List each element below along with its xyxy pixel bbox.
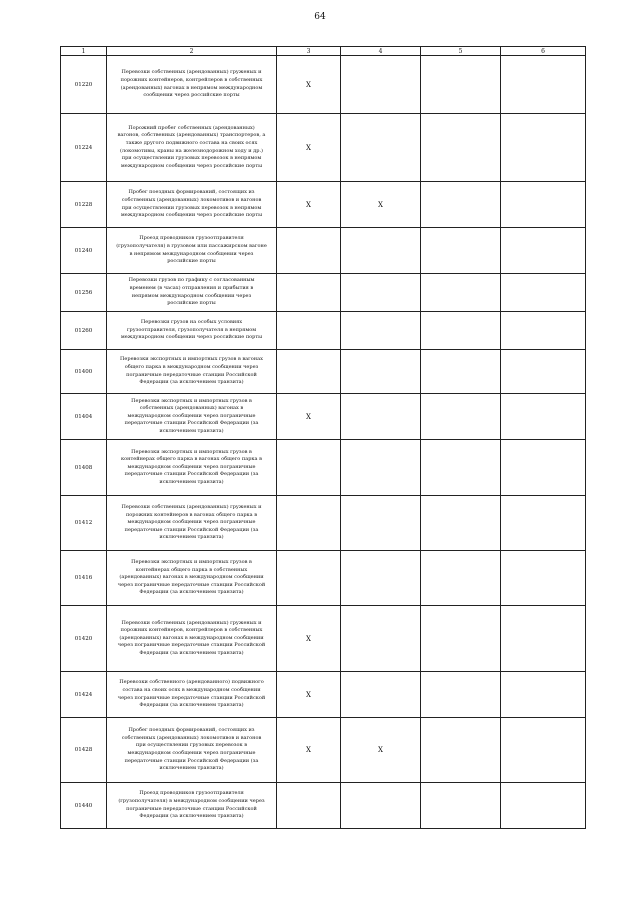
table-row — [61, 496, 586, 551]
row-code: 01420 — [61, 606, 107, 672]
column-6-cell — [501, 672, 586, 718]
column-5-cell — [421, 718, 501, 783]
data-table — [60, 46, 586, 829]
description-line: в непрямом международном сообщении через — [129, 250, 254, 257]
column-5-cell — [421, 672, 501, 718]
column-3-mark — [277, 496, 341, 551]
row-code: 01260 — [61, 312, 107, 350]
description-line: Федерации (за исключением транзита) — [139, 702, 244, 709]
description-line: контейнерах общего парка в собственных — [135, 566, 248, 573]
column-header-2: 2 — [107, 47, 277, 56]
column-3-mark: X — [277, 606, 341, 672]
row-description — [107, 228, 277, 274]
row-description — [107, 496, 277, 551]
description-line: контейнерах общего парка в вагонах общего парка в — [121, 456, 262, 463]
description-line: международном сообщении через пограничные — [127, 463, 256, 470]
description-line: передаточные станции Российской Федерации (за — [124, 471, 259, 478]
column-4-mark — [341, 114, 421, 182]
description-line: международном сообщении через российские порты — [120, 212, 263, 219]
table-row — [61, 440, 586, 496]
column-5-cell — [421, 783, 501, 829]
column-3-mark — [277, 783, 341, 829]
description-line: порожних контейнеров, контрейлеров в собственных — [120, 76, 263, 83]
table-row — [61, 274, 586, 312]
description-line: международном сообщении через российские порты — [120, 334, 263, 341]
column-header-6: 6 — [501, 47, 586, 56]
description-line: сообщении через российские порты — [143, 92, 240, 99]
description-line: при осуществлении грузовых перевозок в непрямом — [121, 155, 262, 162]
description-line: собственных (арендованных) вагонах в — [139, 405, 244, 412]
description-line: исключением транзита) — [159, 534, 224, 541]
column-6-cell — [501, 718, 586, 783]
table-row — [61, 182, 586, 228]
column-6-cell — [501, 228, 586, 274]
description-line: общего парка в международном сообщении через — [124, 363, 259, 370]
row-description — [107, 718, 277, 783]
row-code: 01224 — [61, 114, 107, 182]
column-6-cell — [501, 440, 586, 496]
column-6-cell — [501, 350, 586, 394]
column-header-1: 1 — [61, 47, 107, 56]
description-line: российские порты — [167, 300, 216, 307]
column-6-cell — [501, 606, 586, 672]
table-row — [61, 228, 586, 274]
column-header-4: 4 — [341, 47, 421, 56]
table-row — [61, 56, 586, 114]
column-4-mark — [341, 56, 421, 114]
column-4-mark — [341, 394, 421, 440]
column-3-mark: X — [277, 672, 341, 718]
column-3-mark — [277, 551, 341, 606]
description-line: (локомотивы, краны на железнодорожном ходу и др.) — [119, 147, 264, 154]
description-line: передаточные станции Российской Федерации (за — [124, 757, 259, 764]
description-line: Федерации (за исключением транзита) — [139, 379, 244, 386]
description-line: Перевозки экспортных и импортных грузов в — [131, 397, 252, 404]
description-line: (арендованных) вагонах в непрямом международном — [120, 84, 263, 91]
description-line: Проезд проводников грузоотправителя — [139, 790, 244, 797]
row-description — [107, 440, 277, 496]
description-line: (арендованных) вагонах в международном сообщении — [119, 574, 264, 581]
description-line: Перевозки грузов на особых условиях — [140, 319, 243, 326]
column-4-mark — [341, 672, 421, 718]
description-line: Федерации (за исключением транзита) — [139, 813, 244, 820]
row-description — [107, 551, 277, 606]
table-row — [61, 551, 586, 606]
column-4-mark — [341, 496, 421, 551]
column-3-mark — [277, 350, 341, 394]
column-6-cell — [501, 182, 586, 228]
description-line: Перевозки грузов по графику с согласованным — [128, 277, 255, 284]
description-line: Перевозки собственных (арендованных) груженых и — [121, 504, 262, 511]
row-description — [107, 312, 277, 350]
description-line: Пробег поездных формирований, состоящих из — [128, 727, 255, 734]
description-line: грузоотправителя, грузополучателя в непрямом — [126, 326, 257, 333]
column-5-cell — [421, 496, 501, 551]
column-5-cell — [421, 228, 501, 274]
column-3-mark — [277, 274, 341, 312]
column-3-mark: X — [277, 718, 341, 783]
description-line: через пограничные передаточные станции Российской — [117, 581, 266, 588]
row-code: 01440 — [61, 783, 107, 829]
description-line: Перевозки собственных (арендованных) груженых и — [121, 69, 262, 76]
description-line: (грузополучателя) в грузовом или пассажирском вагоне — [116, 242, 267, 249]
description-line: при осуществлении грузовых перевозок в — [135, 742, 248, 749]
description-line: Перевозки экспортных и импортных грузов в — [131, 448, 252, 455]
description-line: передаточные станции Российской Федерации (за — [124, 420, 259, 427]
column-6-cell — [501, 496, 586, 551]
description-line: международном сообщении через пограничные — [127, 519, 256, 526]
description-line: Перевозки собственных (арендованных) груженых и — [121, 619, 262, 626]
table-row — [61, 783, 586, 829]
description-line: временем (в часах) отправления и прибытия в — [129, 284, 254, 291]
row-code: 01228 — [61, 182, 107, 228]
description-line: (арендованных) вагонах в международном сообщении — [119, 634, 264, 641]
row-code: 01416 — [61, 551, 107, 606]
description-line: передаточные станции Российской Федерации (за — [124, 526, 259, 533]
column-4-mark: X — [341, 182, 421, 228]
description-line: также другого подвижного состава на своих осях — [125, 139, 258, 146]
row-description — [107, 394, 277, 440]
row-code: 01424 — [61, 672, 107, 718]
description-line: Проезд проводников грузоотправителя — [139, 235, 244, 242]
row-description — [107, 182, 277, 228]
description-line: международном сообщении через российские порты — [120, 162, 263, 169]
table-row — [61, 350, 586, 394]
column-5-cell — [421, 551, 501, 606]
table-row — [61, 114, 586, 182]
column-3-mark: X — [277, 114, 341, 182]
row-code: 01412 — [61, 496, 107, 551]
column-6-cell — [501, 56, 586, 114]
column-3-mark — [277, 440, 341, 496]
row-description — [107, 274, 277, 312]
column-5-cell — [421, 274, 501, 312]
column-5-cell — [421, 350, 501, 394]
column-3-mark — [277, 228, 341, 274]
description-line: российские порты — [167, 258, 216, 265]
column-3-mark: X — [277, 56, 341, 114]
row-description — [107, 672, 277, 718]
description-line: порожних контейнеров, контрейлеров в собственных — [120, 627, 263, 634]
column-5-cell — [421, 56, 501, 114]
description-line: (грузополучателя) в международном сообщении через — [118, 797, 265, 804]
description-line: через пограничные передаточные станции Российской — [117, 694, 266, 701]
table-row — [61, 606, 586, 672]
column-4-mark — [341, 312, 421, 350]
description-line: исключением транзита) — [159, 478, 224, 485]
column-6-cell — [501, 274, 586, 312]
description-line: собственных (арендованных) локомотивов и вагонов — [121, 734, 262, 741]
description-line: международном сообщении через пограничные — [127, 412, 256, 419]
column-3-mark — [277, 312, 341, 350]
row-code: 01404 — [61, 394, 107, 440]
column-5-cell — [421, 182, 501, 228]
row-code: 01400 — [61, 350, 107, 394]
description-line: международном сообщении через пограничные — [127, 750, 256, 756]
row-code: 01408 — [61, 440, 107, 496]
page-number: 64 — [314, 12, 326, 22]
row-description — [107, 56, 277, 114]
table-row — [61, 718, 586, 783]
column-4-mark — [341, 551, 421, 606]
description-line: Перевозки экспортных и импортных грузов в вагонах — [120, 356, 263, 363]
column-header-3: 3 — [277, 47, 341, 56]
description-line: Перевозки собственного (арендованного) подвижного — [119, 679, 264, 686]
column-header-5: 5 — [421, 47, 501, 56]
column-4-mark — [341, 606, 421, 672]
description-line: Федерации (за исключением транзита) — [139, 589, 244, 596]
column-4-mark — [341, 274, 421, 312]
description-line: через пограничные передаточные станции Российской — [117, 642, 266, 649]
description-line: пограничные передаточные станции Российской — [126, 371, 257, 378]
column-4-mark — [341, 440, 421, 496]
column-3-mark: X — [277, 394, 341, 440]
description-line: собственных (арендованных) локомотивов и вагонов — [121, 196, 262, 203]
description-line: порожних контейнеров в вагонах общего парка в — [125, 511, 258, 518]
column-6-cell — [501, 783, 586, 829]
header-row — [61, 47, 586, 56]
column-4-mark — [341, 350, 421, 394]
row-code: 01240 — [61, 228, 107, 274]
column-6-cell — [501, 394, 586, 440]
description-line: при осуществлении грузовых перевозок в непрямом — [121, 204, 262, 211]
column-6-cell — [501, 551, 586, 606]
column-4-mark — [341, 783, 421, 829]
description-line: пограничные передаточные станции Российской — [126, 805, 257, 812]
description-line: вагонов, собственных (арендованных) транспортеров, а — [117, 132, 266, 139]
description-line: Порожний пробег собственных (арендованных) — [128, 124, 255, 131]
row-description — [107, 114, 277, 182]
column-4-mark — [341, 228, 421, 274]
description-line: состава на своих осях в международном сообщении — [122, 686, 261, 693]
description-line: исключением транзита) — [159, 427, 224, 434]
column-5-cell — [421, 606, 501, 672]
description-line: исключением транзита) — [159, 765, 224, 772]
column-5-cell — [421, 440, 501, 496]
row-code: 01220 — [61, 56, 107, 114]
table-row — [61, 672, 586, 718]
column-5-cell — [421, 312, 501, 350]
column-3-mark: X — [277, 182, 341, 228]
table-row — [61, 312, 586, 350]
column-5-cell — [421, 114, 501, 182]
column-6-cell — [501, 114, 586, 182]
row-description — [107, 783, 277, 829]
row-code: 01428 — [61, 718, 107, 783]
description-line: непрямом международном сообщении через — [131, 292, 252, 299]
description-line: Пробег поездных формирований, состоящих из — [128, 189, 255, 196]
description-line: Федерации (за исключением транзита) — [139, 649, 244, 656]
row-code: 01256 — [61, 274, 107, 312]
column-6-cell — [501, 312, 586, 350]
description-line: Перевозки экспортных и импортных грузов в — [131, 559, 252, 566]
column-4-mark: X — [341, 718, 421, 783]
table-row — [61, 394, 586, 440]
row-description — [107, 606, 277, 672]
column-5-cell — [421, 394, 501, 440]
row-description — [107, 350, 277, 394]
